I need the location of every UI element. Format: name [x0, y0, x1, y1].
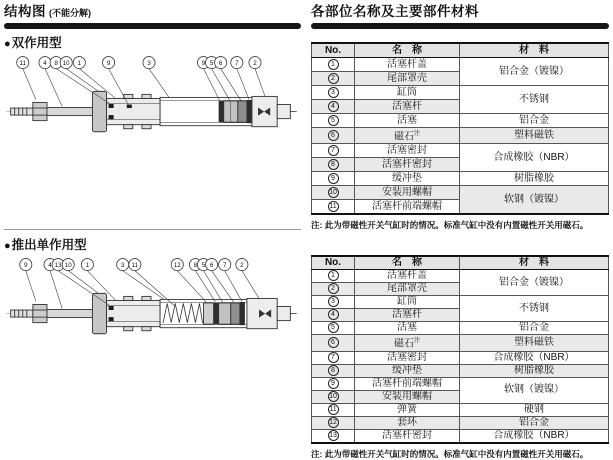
parts-table-double-acting	[311, 42, 609, 215]
structure-title: 结构图	[4, 4, 46, 19]
part-name-cell: 套环	[355, 416, 460, 429]
table-row	[312, 86, 609, 100]
circled-number-badge: 2	[328, 283, 339, 294]
piston-seal	[240, 302, 245, 325]
callout-number: 3	[120, 262, 125, 270]
callout-number: 9	[24, 262, 28, 270]
rod-seal	[109, 104, 114, 108]
single-acting-label: 推出单作用型	[11, 238, 87, 252]
cylinder-drawing	[7, 91, 297, 131]
section-divider	[4, 229, 301, 230]
piston-assembly	[204, 302, 245, 325]
part-number-cell	[312, 144, 355, 158]
part-number-cell	[312, 309, 355, 322]
part-number-cell	[312, 296, 355, 309]
single-acting-section	[4, 238, 301, 359]
callout-number: 4	[48, 262, 52, 270]
callout-leader-line	[204, 271, 223, 303]
piston-seal	[247, 100, 252, 123]
part-number-cell	[312, 86, 355, 100]
part-number-cell	[312, 114, 355, 128]
part-number-cell	[312, 377, 355, 390]
table-row	[312, 58, 609, 72]
part-material-cell: 不锈钢	[460, 296, 609, 322]
head-cover	[252, 96, 296, 126]
callout-number: 5	[201, 262, 206, 270]
part-number-cell	[312, 351, 355, 364]
part-number-cell	[312, 364, 355, 377]
part-name-cell: 尾部罩壳	[355, 283, 460, 296]
circled-number-badge: 6	[328, 130, 339, 141]
part-number-cell	[312, 283, 355, 296]
part-name-cell: 磁石$^注$	[355, 128, 460, 144]
table-row	[312, 144, 609, 158]
table-row	[312, 172, 609, 186]
callout-leader-line	[56, 69, 110, 104]
part-name-cell: 缓冲垫	[355, 364, 460, 377]
part-number-cell	[312, 200, 355, 215]
part-number-cell	[312, 186, 355, 200]
callout-leader-line	[68, 271, 98, 294]
structure-title-note: (不能分解)	[49, 8, 91, 18]
circled-number-badge: 7	[328, 145, 339, 156]
circled-number-badge: 11	[329, 405, 337, 413]
table-row	[312, 296, 609, 309]
table-row	[312, 270, 609, 283]
table-row	[312, 351, 609, 364]
structure-column	[4, 3, 301, 443]
part-name-cell: 弹簧	[355, 403, 460, 416]
double-acting-section	[4, 36, 301, 157]
part-name-cell: 安装用螺帽	[355, 390, 460, 403]
part-number-cell	[312, 429, 355, 443]
circled-number-badge: 4	[328, 101, 339, 112]
callout-leader-line	[26, 271, 36, 302]
callout-leader-line	[212, 69, 230, 101]
part-material-cell: 合成橡胶（NBR）	[460, 429, 609, 443]
callout-number: 5	[209, 60, 214, 68]
part-name-cell: 活塞杆盖	[355, 270, 460, 283]
rod-end-thread	[11, 108, 33, 115]
circled-number-badge: 1	[328, 270, 339, 281]
circled-number-badge: 11	[329, 203, 337, 211]
part-number-cell	[312, 72, 355, 86]
callout-number: 9	[201, 60, 206, 68]
cylinder-drawing	[7, 293, 297, 333]
title-underline-bar	[4, 23, 301, 29]
circled-number-badge: 5	[328, 322, 339, 333]
callout-number: 4	[43, 60, 47, 68]
callout-leader-line	[255, 69, 265, 97]
circled-number-badge: 8	[328, 159, 339, 170]
callout-number: 12	[173, 262, 181, 270]
part-name-cell: 尾部罩壳	[355, 72, 460, 86]
collar	[204, 303, 214, 324]
callout-number: 8	[193, 262, 198, 270]
part-material-cell: 合成橡胶（NBR）	[460, 351, 609, 364]
title-underline-bar	[311, 23, 609, 29]
table-row	[312, 429, 609, 443]
part-number-cell	[312, 100, 355, 114]
callout-leader-line	[149, 69, 169, 98]
part-number-cell	[312, 128, 355, 144]
part-number-cell	[312, 172, 355, 186]
part-material-cell: 铝合金	[460, 416, 609, 429]
column-header: No.	[312, 256, 355, 270]
circled-number-badge: 5	[328, 115, 339, 126]
double-acting-label: 双作用型	[11, 36, 62, 50]
double-acting-label-row	[4, 36, 301, 51]
rod-cover	[107, 94, 161, 128]
part-name-cell: 活塞密封	[355, 351, 460, 364]
part-number-cell	[312, 270, 355, 283]
table-note: 注: 此为带磁性开关气缸时的情况。标准气缸中没有内置磁性开关用磁石。	[311, 448, 589, 459]
circled-number-badge: 2	[328, 73, 339, 84]
part-name-cell: 活塞杆	[355, 309, 460, 322]
callout-leader-line	[58, 271, 109, 306]
part-material-cell: 软钢（镀镍）	[460, 186, 609, 215]
callout-number: 9	[106, 60, 111, 68]
callout-number: 1	[77, 60, 82, 68]
part-material-cell: 铝合金	[460, 322, 609, 335]
callout-leader-line	[23, 69, 36, 100]
part-name-cell: 活塞杆盖	[355, 58, 460, 72]
table-note: 注: 此为带磁性开关气缸时的情况。标准气缸中没有内置磁性开关用磁石。	[311, 220, 589, 231]
part-name-cell: 活塞杆	[355, 100, 460, 114]
column-header: 材 料	[460, 43, 609, 58]
table-row	[312, 114, 609, 128]
part-number-cell	[312, 322, 355, 335]
part-material-cell: 铝合金	[460, 114, 609, 128]
part-name-cell: 活塞	[355, 114, 460, 128]
part-name-cell: 缓冲垫	[355, 172, 460, 186]
bullet-icon: ●	[4, 38, 11, 50]
callout-leader-line	[221, 69, 241, 101]
part-name-cell: 活塞杆前端螺帽	[355, 377, 460, 390]
part-name-cell: 安装用螺帽	[355, 186, 460, 200]
circled-number-badge: 3	[328, 296, 339, 307]
part-number-cell	[312, 403, 355, 416]
callout-leader-line	[237, 69, 249, 100]
double-acting-drawing	[4, 53, 298, 157]
part-name-cell: 活塞杆密封	[355, 429, 460, 443]
single-acting-diagram	[4, 255, 298, 359]
materials-title-row	[311, 3, 609, 20]
table-row	[312, 186, 609, 200]
circled-number-badge: 3	[328, 87, 339, 98]
part-material-cell: 铝合金（镀镍）	[460, 270, 609, 296]
callout-number: 3	[147, 60, 151, 68]
part-number-cell	[312, 416, 355, 429]
table-row	[312, 377, 609, 390]
part-material-cell: 不锈钢	[460, 86, 609, 114]
callout-number: 7	[235, 60, 239, 68]
materials-column	[311, 3, 609, 459]
part-name-cell: 活塞杆密封	[355, 158, 460, 172]
callout-number: 7	[222, 262, 227, 270]
circled-number-badge: 9	[328, 173, 339, 184]
callout-number: 10	[62, 60, 70, 68]
callout-number: 8	[54, 60, 58, 68]
circled-number-badge: 1	[328, 59, 339, 70]
circled-number-badge: 6	[328, 337, 339, 348]
part-material-cell: 树脂橡胶	[460, 172, 609, 186]
callout-number: 2	[253, 60, 257, 68]
callout-leader-line	[177, 271, 206, 303]
rod-end-thread	[11, 310, 33, 317]
single-acting-drawing	[4, 255, 298, 359]
table-row	[312, 364, 609, 377]
table-row	[312, 128, 609, 144]
callout-number: 6	[209, 262, 214, 270]
callout-leader-line	[242, 271, 259, 299]
part-name-cell: 活塞密封	[355, 144, 460, 158]
callout-leader-line	[123, 271, 164, 300]
part-number-cell	[312, 390, 355, 403]
column-header: No.	[312, 43, 355, 58]
circled-number-badge: 7	[328, 352, 339, 363]
callout-leader-line	[195, 271, 215, 303]
structure-title-row	[4, 3, 301, 20]
rod-end-nut	[33, 102, 47, 120]
callout-number: 2	[240, 262, 244, 270]
circled-number-badge: 12	[329, 418, 337, 426]
table-row	[312, 335, 609, 351]
head-side-bumper	[219, 101, 224, 122]
column-header: 名 称	[355, 256, 460, 270]
part-name-cell: 磁石$^注$	[355, 335, 460, 351]
rod-cover	[107, 296, 161, 330]
callout-leader-line	[50, 271, 62, 309]
part-name-cell: 缸筒	[355, 296, 460, 309]
part-material-cell: 合成橡胶（NBR）	[460, 144, 609, 172]
part-material-cell: 铝合金（镀镍）	[460, 58, 609, 86]
piston-assembly	[219, 100, 252, 123]
bumper	[214, 303, 219, 324]
circled-number-badge: 9	[328, 378, 339, 389]
part-name-cell: 活塞	[355, 322, 460, 335]
circled-number-badge: 10	[329, 392, 337, 400]
magnet	[238, 101, 247, 122]
callout-leader-line	[225, 271, 242, 302]
callout-leader-line	[212, 271, 234, 303]
double-acting-diagram	[4, 53, 298, 157]
parts-table-single-acting	[311, 255, 609, 443]
mounting-nut	[92, 293, 106, 333]
callout-leader-line	[45, 69, 62, 107]
part-material-cell: 树脂橡胶	[460, 364, 609, 377]
piston	[219, 303, 231, 324]
head-cover	[247, 298, 296, 328]
rod-seal	[109, 306, 114, 310]
part-number-cell	[312, 158, 355, 172]
callout-number: 11	[131, 262, 139, 270]
table-row	[312, 403, 609, 416]
magnet	[231, 303, 240, 324]
part-name-cell: 活塞杆前端螺帽	[355, 200, 460, 215]
callout-number: 6	[218, 60, 223, 68]
part-material-cell: 塑料磁铁	[460, 335, 609, 351]
part-material-cell: 塑料磁铁	[460, 128, 609, 144]
column-header: 材 料	[460, 256, 609, 270]
callout-leader-line	[204, 69, 220, 101]
rod-side-bumper	[127, 104, 132, 108]
bullet-icon: ●	[4, 240, 11, 252]
part-number-cell	[312, 58, 355, 72]
part-material-cell: 硬钢	[460, 403, 609, 416]
table-row	[312, 416, 609, 429]
part-material-cell: 软钢（镀镍）	[460, 377, 609, 403]
materials-title: 各部位名称及主要部件材料	[311, 4, 479, 19]
callout-number: 10	[64, 262, 72, 270]
circled-number-badge: 13	[329, 431, 337, 439]
circled-number-badge: 4	[328, 309, 339, 320]
mounting-nut	[92, 91, 106, 131]
single-acting-label-row	[4, 238, 301, 253]
part-number-cell	[312, 335, 355, 351]
rod-end-nut	[33, 304, 47, 322]
callout-number: 1	[85, 262, 90, 270]
column-header: 名 称	[355, 43, 460, 58]
circled-number-badge: 8	[328, 365, 339, 376]
callout-number: 13	[54, 262, 62, 270]
part-name-cell: 缸筒	[355, 86, 460, 100]
callout-number: 11	[19, 60, 27, 68]
circled-number-badge: 10	[329, 189, 337, 197]
table-row	[312, 322, 609, 335]
